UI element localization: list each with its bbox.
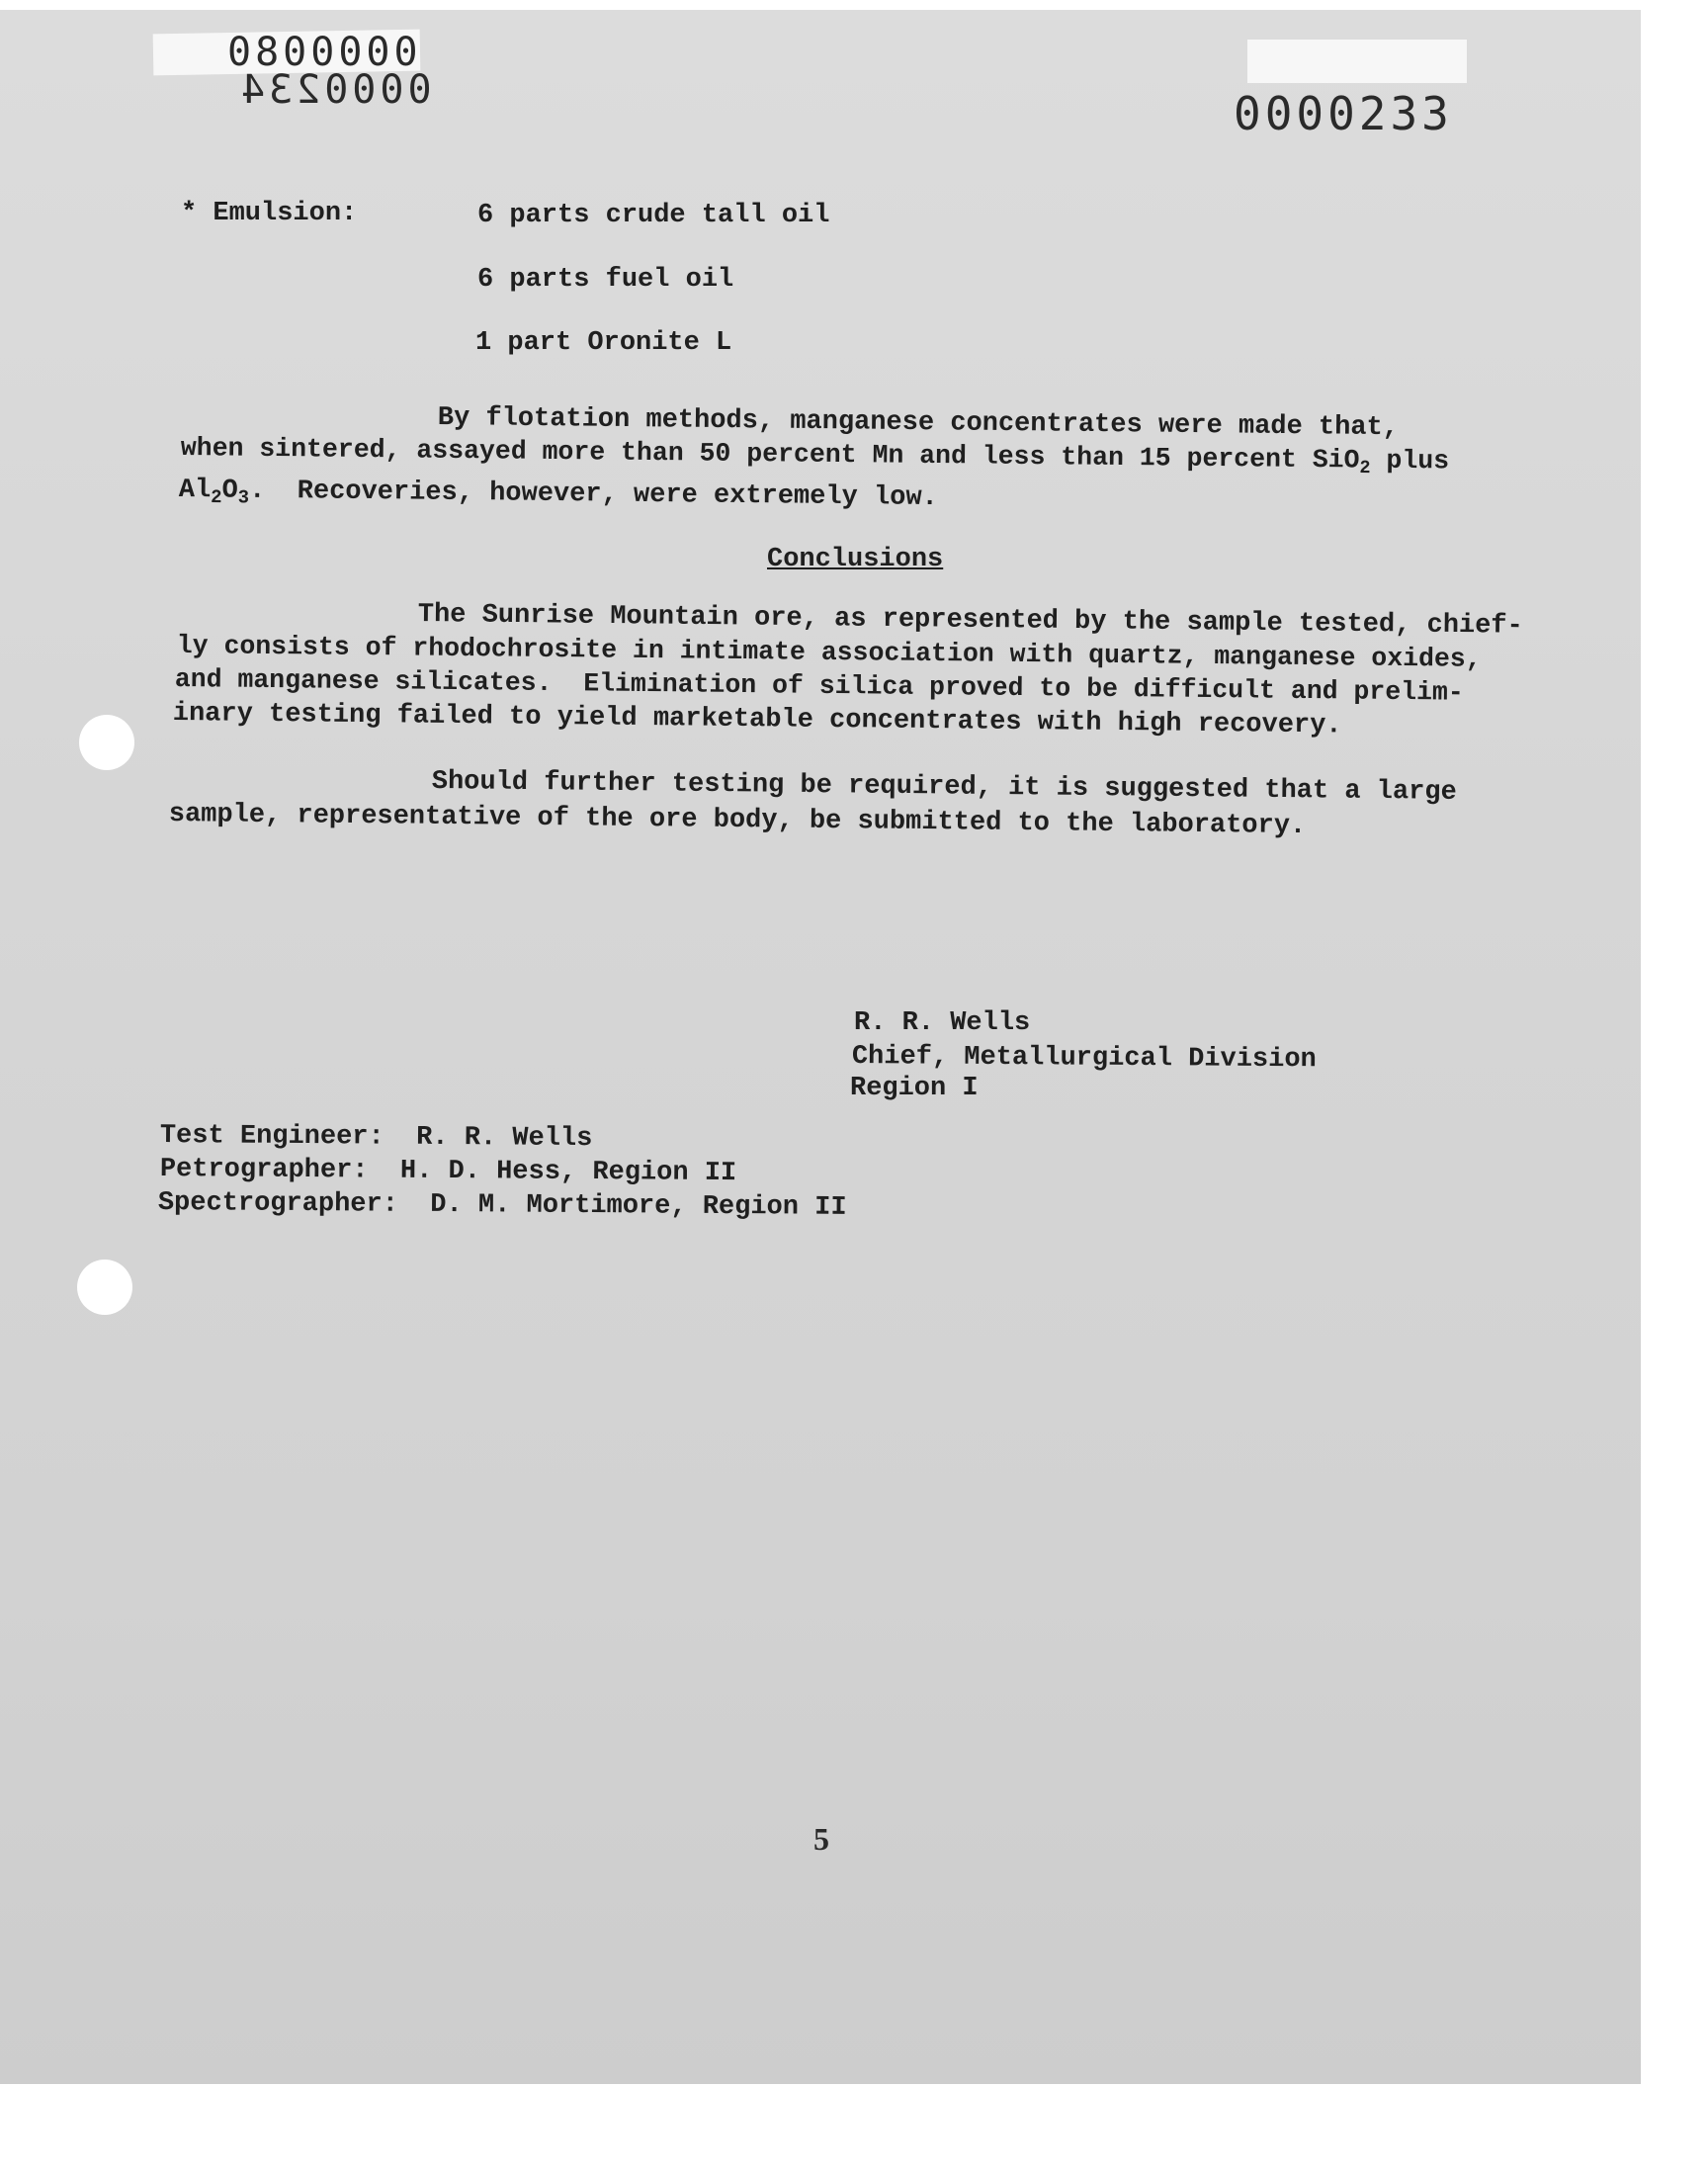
emulsion-item: 1 part Oronite L [475,328,732,358]
credit-line: Test Engineer: R. R. Wells [159,1121,593,1155]
stamp-top-left-mirrored: 0000234 [237,67,432,113]
conclusions-line: inary testing failed to yield marketable concentrates with high recovery. [172,699,1342,741]
conclusions-line: Should further testing be required, it is suggested that a large [431,767,1457,808]
punch-hole-upper [79,715,134,770]
section-heading-conclusions: Conclusions [767,545,944,574]
redaction-tab-right [1247,40,1467,83]
conclusions-line: The Sunrise Mountain ore, as represented by the sample tested, chief- [417,600,1523,642]
document-page [0,10,1641,2084]
flotation-line: $Al_2O_3$. Recoveries, however, were extremely low. [178,476,938,514]
signature-name: R. R. Wells [854,1008,1031,1038]
conclusions-line: ly consists of rhodochrosite in intimate association with quartz, manganese oxides, [176,631,1482,674]
stamp-top-right: 0000233 [1234,87,1453,140]
emulsion-item: 6 parts crude tall oil [477,201,830,230]
emulsion-label: * Emulsion: [181,199,358,228]
punch-hole-lower [77,1260,132,1315]
credit-line: Petrographer: H. D. Hess, Region II [159,1155,737,1189]
emulsion-item: 6 parts fuel oil [477,265,734,295]
signature-title: Chief, Metallurgical Division [851,1042,1317,1076]
flotation-line: By flotation methods, manganese concentrates were made that, [437,403,1400,444]
conclusions-line: and manganese silicates. Elimination of silica proved to be difficult and prelim- [174,664,1464,708]
credit-line: Spectrographer: D. M. Mortimore, Region II [157,1188,847,1223]
signature-region: Region I [850,1074,979,1103]
page-number: 5 [813,1821,829,1857]
stamp-top-left: 0800000 [227,30,422,75]
flotation-line: when sintered, assayed more than 50 percent Mn and less than 15 percent SiO$_2$ plus [180,433,1450,479]
conclusions-line: sample, representative of the ore body, be submitted to the laboratory. [168,800,1307,842]
